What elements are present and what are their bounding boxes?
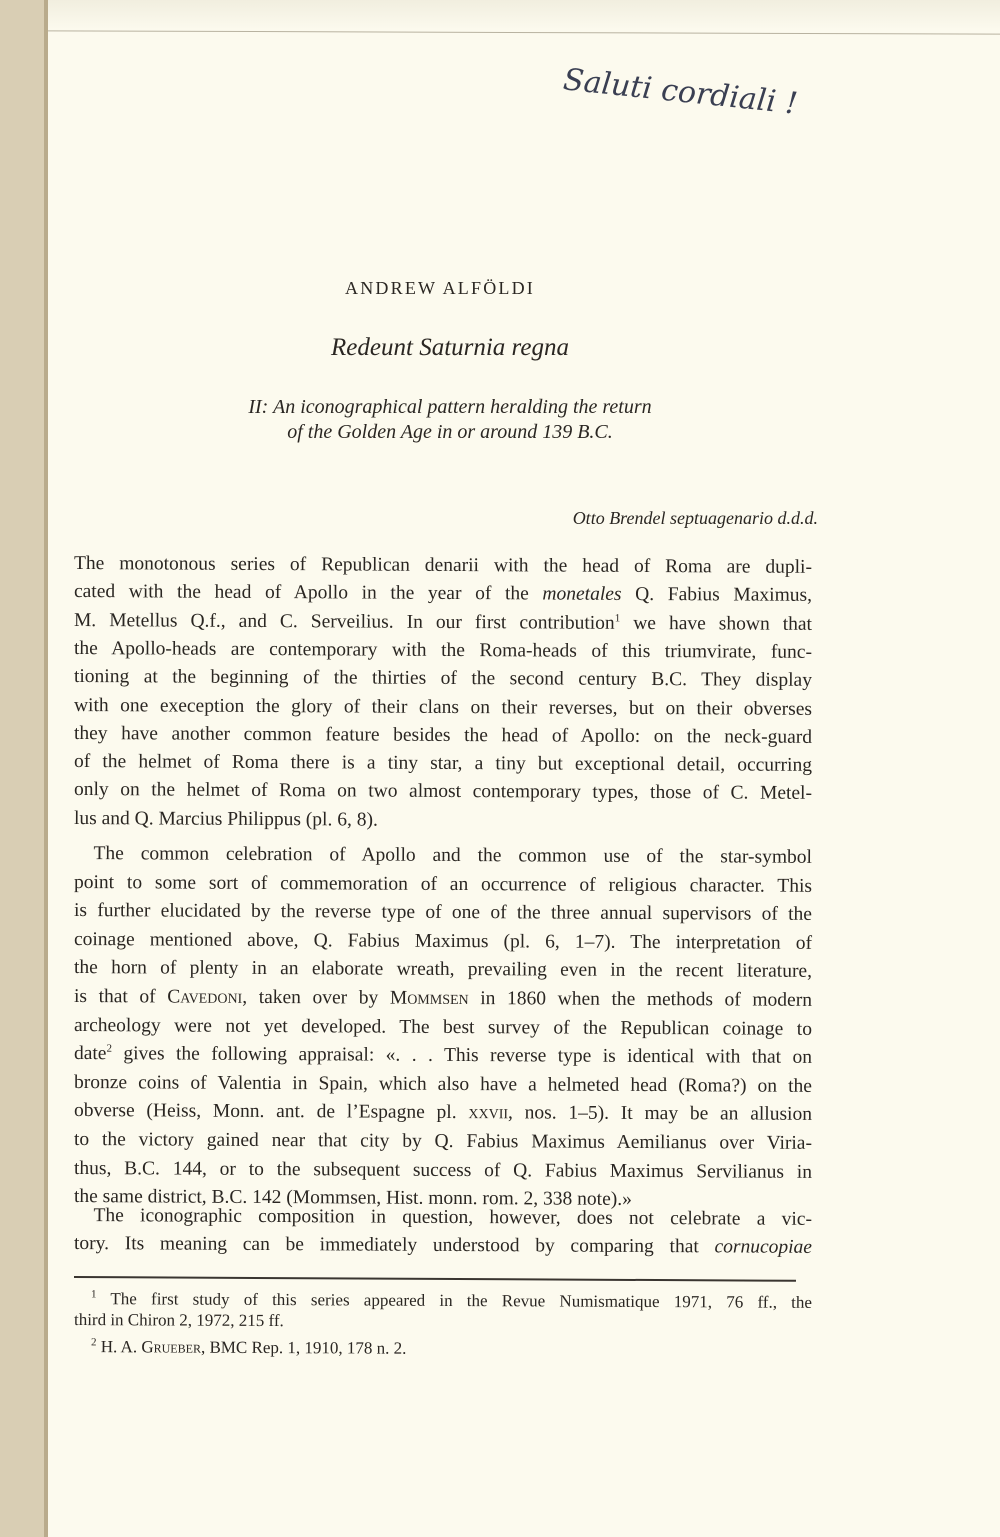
text-run: bronze coins of Valentia in Spain, which also have a helmeted head (Roma?) on the — [73, 1071, 813, 1097]
body-line — [74, 722, 812, 750]
text-run: tory. Its meaning can be immediately understood by comparing that — [73, 1233, 715, 1258]
author-name: ANDREW ALFÖLDI — [345, 278, 535, 298]
page-top-shadow — [48, 0, 1000, 30]
body-line — [74, 1204, 812, 1232]
body-line — [74, 1042, 812, 1070]
text-run: , nos. 1–5). It may be an allusion — [507, 1102, 813, 1126]
body-line — [74, 552, 812, 580]
text-run: Cavedoni — [167, 986, 243, 1008]
text-run: Mommsen — [389, 987, 469, 1010]
footnote-marker: 2 — [106, 1042, 113, 1055]
footnote-marker: 2 — [90, 1336, 97, 1349]
body-line — [74, 842, 812, 870]
text-run: we have shown that — [620, 612, 813, 635]
footnote-line — [74, 1308, 812, 1336]
text-run: Grueber — [141, 1337, 202, 1357]
body-line — [74, 665, 812, 693]
body-line — [74, 985, 812, 1013]
scan-binding-strip — [0, 0, 44, 1537]
text-run: , taken over by — [242, 986, 390, 1009]
text-run — [74, 1289, 91, 1308]
svg-text:Saluti cordiali !: Saluti cordiali ! — [561, 62, 800, 122]
text-run: coinage mentioned above, Q. Fabius Maximus (pl. 6, 1–7). The interpretation of — [73, 928, 813, 954]
text-run: The iconographic composition in question, however, does not celebrate a vic- — [73, 1205, 813, 1230]
text-run: of the helmet of Roma there is a tiny star, a tiny but exceptional detail, occurring — [73, 751, 813, 776]
text-run: point to some sort of commemoration of an occurrence of religious character. This — [73, 871, 813, 897]
text-run: with one exeception the glory of their clans on their reverses, but on their obverses — [73, 694, 813, 720]
article-title: Redeunt Saturnia regna — [331, 334, 569, 361]
text-run: third in Chiron 2, 1972, 215 ff. — [73, 1310, 284, 1331]
text-run: date — [73, 1043, 107, 1065]
page-edge — [44, 0, 48, 1537]
body-line — [74, 899, 812, 927]
text-run: in 1860 when the methods of modern — [468, 988, 813, 1011]
body-line — [74, 807, 812, 835]
body-line — [74, 1128, 812, 1156]
dedication: Otto Brendel septuagenario d.d.d. — [572, 508, 818, 528]
text-run: cated with the head of Apollo in the year of the — [73, 581, 543, 605]
text-run: The monotonous series of Republican denarii with the head of Roma are dupli- — [73, 553, 813, 578]
text-run: to the victory gained near that city by Q. Fabius Maximus Aemilianus over Viria- — [73, 1129, 813, 1154]
text-run: H. A. — [96, 1337, 142, 1357]
text-run: the Apollo-heads are contemporary with the Roma-heads of this triumvirate, func- — [73, 637, 813, 663]
text-run: the same district, B.C. 142 (Mommsen, Hist. monn. rom. 2, 338 note).» — [73, 1186, 632, 1211]
article-subtitle-line-1: II: An iconographical pattern heralding the return — [248, 396, 652, 418]
body-line — [74, 1099, 812, 1127]
text-run: , BMC Rep. 1, 1910, 178 n. 2. — [200, 1337, 407, 1358]
body-line — [74, 1232, 812, 1260]
text-run: lus and Q. Marcius Philippus (pl. 6, 8). — [73, 807, 378, 831]
body-line — [74, 1071, 812, 1099]
text-run: gives the following appraisal: «. . . This reverse type is identical with that on — [111, 1043, 813, 1069]
text-run: only on the helmet of Roma on two almost contemporary types, those of C. Metel- — [73, 779, 813, 805]
text-run — [74, 1337, 91, 1356]
body-line — [74, 580, 812, 608]
body-line — [74, 609, 812, 637]
text-run: is that of — [73, 986, 168, 1008]
text-run: thus, B.C. 144, or to the subsequent success of Q. Fabius Maximus Servilianus in — [73, 1157, 813, 1183]
body-line — [74, 1014, 812, 1042]
footnote-line — [74, 1335, 812, 1363]
text-run: they have another common feature besides the head of Apollo: on the neck-guard — [73, 722, 813, 748]
body-line — [74, 694, 812, 722]
body-line — [74, 871, 812, 899]
page-top-edge-line — [48, 30, 1000, 34]
text-run: xxvii — [468, 1102, 509, 1124]
text-run: cornucopiae — [714, 1236, 813, 1258]
article-subtitle-line-2: of the Golden Age in or around 139 B.C. — [287, 421, 613, 443]
text-run: archeology were not yet developed. The best survey of the Republican coinage to — [73, 1014, 813, 1040]
footnote-marker: 1 — [614, 611, 621, 624]
body-line — [74, 928, 812, 956]
text-run: The first study of this series appeared in the Revue Numismatique 1971, 76 ff., the — [96, 1289, 813, 1312]
handwritten-note — [555, 50, 815, 130]
text-run: is further elucidated by the reverse type of one of the three annual supervisors of the — [73, 900, 813, 926]
body-line — [74, 778, 812, 806]
footnote-rule — [74, 1276, 796, 1281]
body-line — [74, 637, 812, 665]
text-run: The common celebration of Apollo and the common use of the star-symbol — [73, 843, 813, 868]
body-line — [74, 750, 812, 778]
body-line — [74, 1157, 812, 1185]
text-run: monetales — [542, 583, 622, 606]
footnote-marker: 1 — [90, 1288, 97, 1301]
text-run: Q. Fabius Maximus, — [621, 584, 813, 607]
text-run: the horn of plenty in an elaborate wreath, prevailing even in the recent literature, — [73, 957, 813, 983]
text-run: tioning at the beginning of the thirties of the second century B.C. They display — [73, 666, 813, 692]
text-run: obverse (Heiss, Monn. ant. de l’Espagne pl. — [73, 1100, 469, 1124]
body-line — [74, 956, 812, 984]
text-run: M. Metellus Q.f., and C. Serveilius. In our first contribution — [73, 609, 615, 634]
